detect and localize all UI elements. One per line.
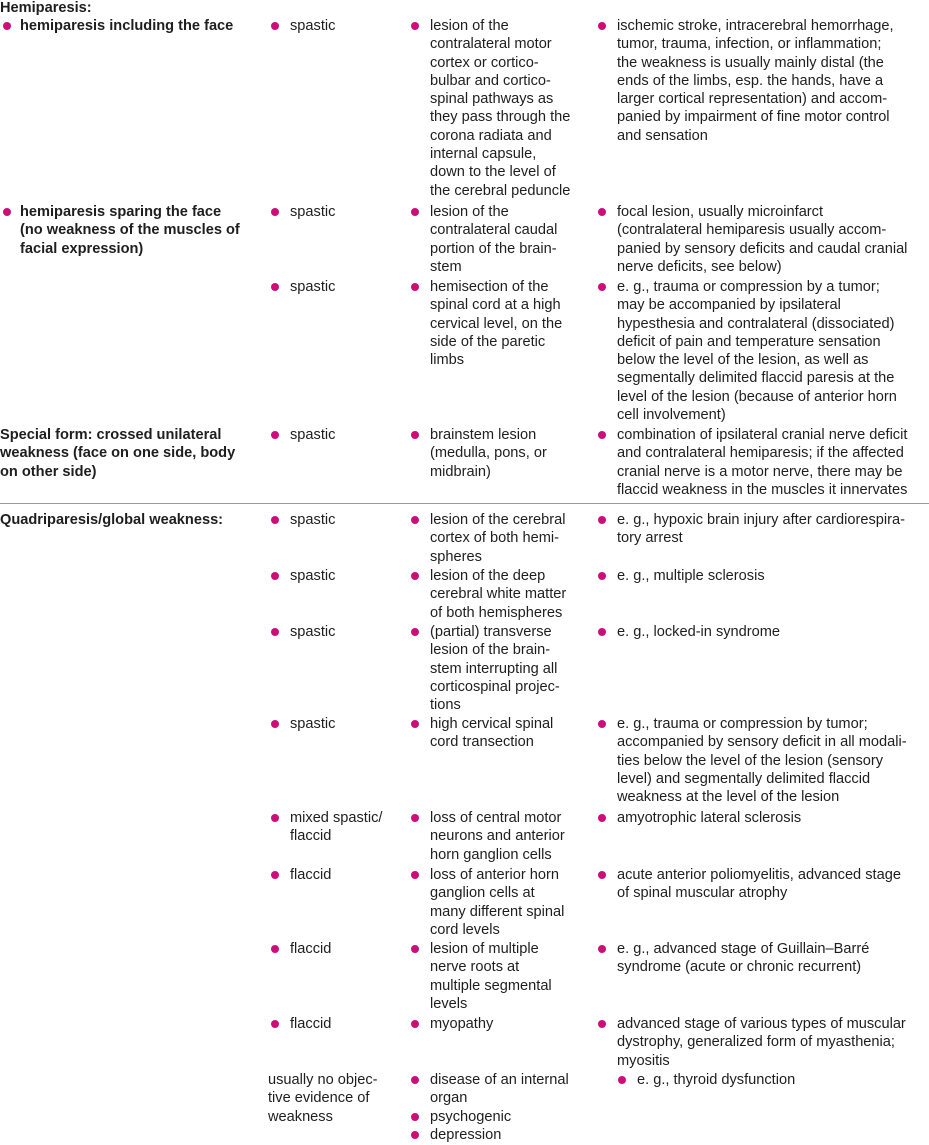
lesion-site: [408, 940, 588, 1013]
text-line: weakness: [268, 1108, 333, 1125]
weakness-type: [268, 426, 408, 444]
text-line: depression: [430, 1126, 502, 1143]
text-line: they pass through the: [430, 109, 571, 126]
text-line: e. g., hypoxic brain injury after cardiorespira-: [617, 512, 905, 528]
text-line: usually no objec-: [268, 1072, 378, 1088]
text-line: panied by sensory deficits and caudal cranial: [617, 240, 908, 257]
lesion-site: [408, 17, 588, 200]
text-line: of spinal muscular atrophy: [617, 885, 788, 902]
text-line: (no weakness of the muscles of: [20, 222, 240, 239]
text-line: segmentally delimited flaccid paresis at the: [617, 370, 895, 387]
text-line: cerebral white matter: [430, 586, 567, 603]
cause: [595, 809, 929, 827]
weakness-type: [268, 715, 408, 733]
text-line: nerve deficits, see below): [617, 258, 782, 275]
text-line: ties below the level of the lesion (sensory: [617, 752, 884, 769]
row-label: [0, 17, 262, 35]
text-line: the cerebral peduncle: [430, 182, 571, 199]
lesion-site: [408, 1015, 588, 1033]
text-line: flaccid: [290, 1016, 332, 1032]
row-label: [0, 203, 262, 258]
lesion-site: [408, 426, 588, 481]
text-line: internal capsule,: [430, 146, 537, 163]
text-line: cord levels: [430, 921, 500, 938]
weakness-type: [268, 203, 408, 221]
text-line: level of the lesion (because of anterior horn: [617, 388, 897, 405]
text-line: nerve roots at: [430, 959, 520, 976]
text-line: corticospinal projec-: [430, 678, 560, 695]
text-line: (partial) transverse: [430, 624, 552, 640]
weakness-type: [268, 809, 408, 846]
text-line: below the level of the lesion, as well as: [617, 352, 869, 369]
weakness-type: [268, 1015, 408, 1033]
text-line: contralateral caudal: [430, 222, 558, 239]
text-line: levels: [430, 995, 468, 1012]
text-line: lesion of the deep: [430, 568, 546, 584]
text-line: e. g., advanced stage of Guillain–Barré: [617, 941, 870, 957]
cause: [595, 1015, 929, 1070]
lesion-site: [408, 203, 588, 276]
cause: [595, 866, 929, 903]
cause: [595, 203, 929, 276]
lesion-site: [408, 809, 588, 864]
text-line: focal lesion, usually microinfarct: [617, 204, 824, 220]
text-line: spastic: [290, 568, 336, 584]
text-line: on other side): [0, 463, 97, 480]
cause: [615, 1071, 929, 1089]
text-line: accompanied by sensory deficit in all modali-: [617, 734, 907, 751]
text-line: deficit of pain and temperature sensation: [617, 333, 881, 350]
text-line: horn ganglion cells: [430, 846, 552, 863]
text-line: lesion of the cerebral: [430, 512, 566, 528]
lesion-site: [408, 715, 588, 752]
text-line: advanced stage of various types of muscular: [617, 1016, 906, 1032]
text-line: loss of anterior horn: [430, 867, 559, 883]
text-line: tions: [430, 697, 461, 714]
text-line: lesion of multiple: [430, 941, 539, 957]
text-line: spastic: [290, 716, 336, 732]
text-line: e. g., locked-in syndrome: [617, 624, 781, 640]
text-line: hemisection of the: [430, 279, 549, 295]
lesion-site: [408, 511, 588, 566]
text-line: (medulla, pons, or: [430, 445, 547, 462]
text-line: spastic: [290, 204, 336, 220]
text-line: weakness (face on one side, body: [0, 445, 236, 462]
cause: [595, 940, 929, 977]
text-line: combination of ipsilateral cranial nerve deficit: [617, 427, 908, 443]
text-line: mixed spastic/: [290, 810, 383, 826]
weakness-type: [268, 511, 408, 529]
text-line: may be accompanied by ipsilateral: [617, 297, 841, 314]
lesion-site: [408, 866, 588, 939]
hemiparesis-heading: Hemiparesis:: [0, 0, 92, 16]
cause: [595, 17, 929, 145]
text-line: neurons and anterior: [430, 828, 565, 845]
text-line: tive evidence of: [268, 1090, 370, 1107]
text-line: flaccid weakness in the muscles it innervates: [617, 481, 908, 498]
text-line: spastic: [290, 427, 336, 443]
text-line: cortex of both hemi-: [430, 530, 559, 547]
text-line: e. g., multiple sclerosis: [617, 568, 765, 584]
lesion-site: [408, 1126, 588, 1144]
weakness-type: [268, 17, 408, 35]
text-line: multiple segmental: [430, 977, 552, 994]
text-line: ganglion cells at: [430, 885, 535, 902]
weakness-type: [268, 1071, 408, 1126]
text-line: spastic: [290, 624, 336, 640]
text-line: psychogenic: [430, 1108, 512, 1125]
weakness-type: [268, 623, 408, 641]
text-line: e. g., trauma or compression by tumor;: [617, 716, 868, 732]
text-line: cervical level, on the: [430, 315, 563, 332]
text-line: e. g., thyroid dysfunction: [637, 1072, 796, 1088]
lesion-site: [408, 1071, 588, 1108]
text-line: of both hemispheres: [430, 604, 563, 621]
text-line: ends of the limbs, esp. the hands, have a: [617, 72, 884, 89]
text-line: stem interrupting all: [430, 660, 558, 677]
text-line: and sensation: [617, 127, 708, 144]
text-line: syndrome (acute or chronic recurrent): [617, 959, 862, 976]
text-line: weakness at the level of the lesion: [617, 789, 840, 806]
text-line: the weakness is usually mainly distal (the: [617, 54, 884, 71]
text-line: Special form: crossed unilateral: [0, 427, 222, 443]
text-line: flaccid: [290, 867, 332, 883]
weakness-type: [268, 567, 408, 585]
text-line: brainstem lesion: [430, 427, 537, 443]
text-line: spinal pathways as: [430, 91, 554, 108]
text-line: lesion of the: [430, 204, 509, 220]
text-line: disease of an internal: [430, 1072, 569, 1088]
text-line: flaccid: [290, 941, 332, 957]
text-line: flaccid: [290, 828, 332, 845]
cause: [595, 567, 929, 585]
text-line: spastic: [290, 18, 336, 34]
weakness-type: [268, 278, 408, 296]
text-line: corona radiata and: [430, 127, 552, 144]
text-line: contralateral motor: [430, 36, 552, 53]
cause: [595, 278, 929, 424]
text-line: down to the level of: [430, 164, 556, 181]
text-line: facial expression): [20, 240, 144, 257]
text-line: ischemic stroke, intracerebral hemorrhage,: [617, 18, 894, 34]
lesion-site: [408, 567, 588, 622]
text-line: high cervical spinal: [430, 716, 554, 732]
text-line: hypesthesia and contralateral (dissociated): [617, 315, 895, 332]
text-line: cell involvement): [617, 407, 726, 424]
text-line: cranial nerve is a motor nerve, there may be: [617, 463, 903, 480]
text-line: hemiparesis including the face: [20, 18, 234, 34]
text-line: panied by impairment of fine motor control: [617, 109, 890, 126]
lesion-site: [408, 623, 588, 714]
lesion-site: [408, 1108, 588, 1126]
cause: [595, 511, 929, 548]
text-line: acute anterior poliomyelitis, advanced stage: [617, 867, 901, 883]
cause: [595, 715, 929, 806]
row-label: [0, 426, 262, 481]
weakness-type: [268, 866, 408, 884]
text-line: level) and segmentally delimited flaccid: [617, 770, 871, 787]
text-line: bulbar and cortico-: [430, 72, 551, 89]
text-line: spastic: [290, 512, 336, 528]
text-line: spastic: [290, 279, 336, 295]
text-line: loss of central motor: [430, 810, 562, 826]
text-line: many different spinal: [430, 903, 565, 920]
text-line: portion of the brain-: [430, 240, 557, 257]
text-line: spinal cord at a high: [430, 297, 561, 314]
cause: [595, 426, 929, 499]
text-line: myositis: [617, 1052, 670, 1069]
text-line: cortex or cortico-: [430, 54, 539, 71]
text-line: hemiparesis sparing the face: [20, 204, 222, 220]
text-line: tumor, trauma, infection, or inflammation;: [617, 36, 882, 53]
text-line: midbrain): [430, 463, 491, 480]
weakness-type: [268, 940, 408, 958]
text-line: lesion of the brain-: [430, 642, 551, 659]
quadriparesis-heading: Quadriparesis/global weakness:: [0, 512, 224, 528]
text-line: side of the paretic: [430, 333, 546, 350]
text-line: organ: [430, 1090, 468, 1107]
text-line: amyotrophic lateral sclerosis: [617, 810, 802, 826]
section-divider: [0, 503, 929, 504]
text-line: spheres: [430, 548, 482, 565]
text-line: dystrophy, generalized form of myasthenia;: [617, 1034, 895, 1051]
cause: [595, 623, 929, 641]
text-line: tory arrest: [617, 530, 683, 547]
text-line: and contralateral hemiparesis; if the affected: [617, 445, 904, 462]
text-line: myopathy: [430, 1016, 494, 1032]
text-line: limbs: [430, 352, 465, 369]
text-line: e. g., trauma or compression by a tumor;: [617, 279, 880, 295]
text-line: lesion of the: [430, 18, 509, 34]
text-line: cord transection: [430, 734, 534, 751]
lesion-site: [408, 278, 588, 369]
text-line: (contralateral hemiparesis usually accom-: [617, 222, 887, 239]
text-line: stem: [430, 258, 462, 275]
text-line: larger cortical representation) and accom-: [617, 91, 888, 108]
